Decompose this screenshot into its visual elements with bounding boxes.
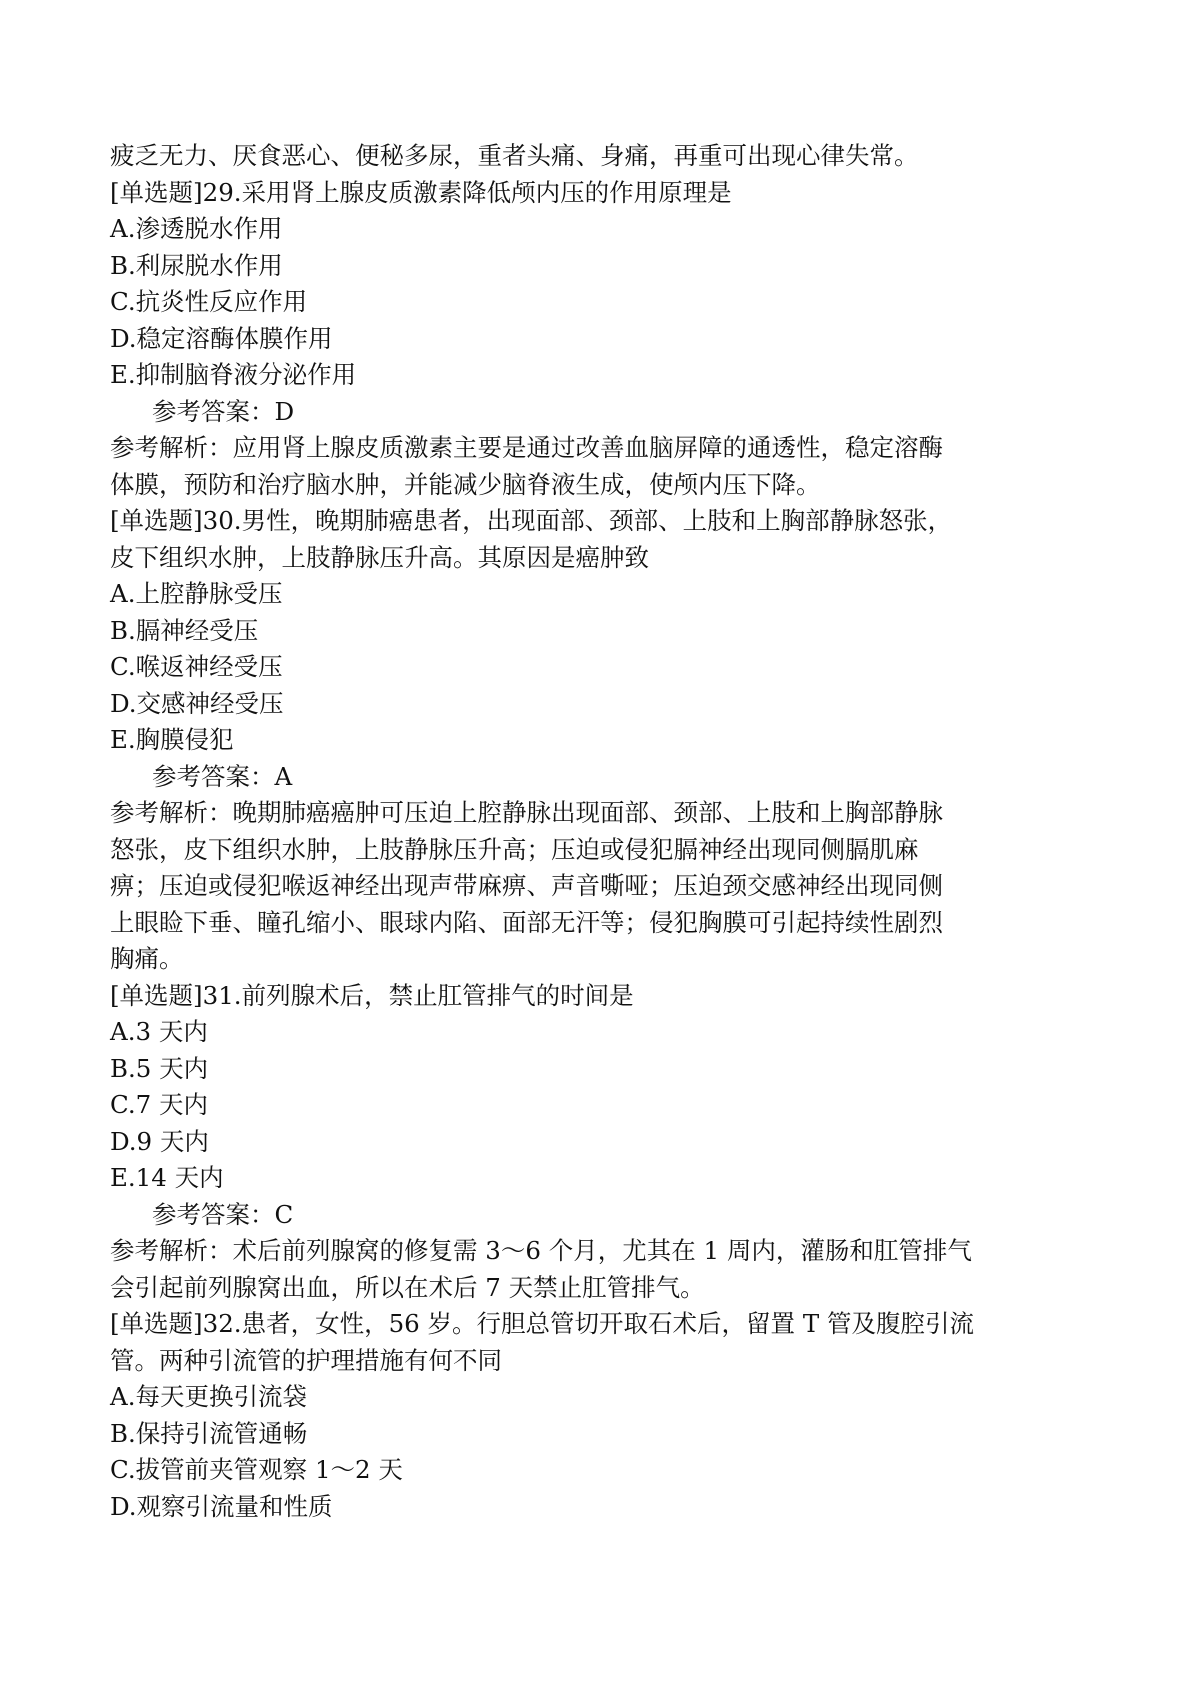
reference-answer: 参考答案：C <box>152 1199 294 1229</box>
question-stem: [单选题]32.患者，女性，56 岁。行胆总管切开取石术后，留置 T 管及腹腔引流 <box>110 1309 974 1338</box>
option-item: A.上腔静脉受压 <box>110 579 283 608</box>
question-stem: [单选题]30.男性，晚期肺癌患者，出现面部、颈部、上肢和上胸部静脉怒张， <box>110 506 953 535</box>
analysis-line: 参考解析：晚期肺癌癌肿可压迫上腔静脉出现面部、颈部、上肢和上胸部静脉 <box>110 798 943 827</box>
analysis-line: 参考解析：应用肾上腺皮质激素主要是通过改善血脑屏障的通透性，稳定溶酶 <box>110 433 943 462</box>
reference-answer: 参考答案：D <box>152 396 295 426</box>
option-item: B.利尿脱水作用 <box>110 250 283 280</box>
text-line: 疲乏无力、厌食恶心、便秘多尿，重者头痛、身痛，再重可出现心律失常。 <box>110 141 919 170</box>
option-item: B.5 天内 <box>110 1053 209 1083</box>
option-item: D.观察引流量和性质 <box>110 1491 333 1521</box>
question-stem: 皮下组织水肿，上肢静脉压升高。其原因是癌肿致 <box>110 542 649 572</box>
option-item: A.每天更换引流袋 <box>110 1382 307 1411</box>
analysis-line: 胸痛。 <box>110 944 184 973</box>
analysis-line: 体膜，预防和治疗脑水肿，并能减少脑脊液生成，使颅内压下降。 <box>110 469 821 499</box>
option-item: D.9 天内 <box>110 1126 209 1156</box>
option-item: B.保持引流管通畅 <box>110 1418 308 1448</box>
reference-answer: 参考答案：A <box>152 761 293 791</box>
option-item: C.喉返神经受压 <box>110 652 283 681</box>
option-item: A.3 天内 <box>110 1017 208 1046</box>
question-stem: [单选题]29.采用肾上腺皮质激素降低颅内压的作用原理是 <box>110 177 732 207</box>
analysis-line: 会引起前列腺窝出血，所以在术后 7 天禁止肛管排气。 <box>110 1272 705 1302</box>
option-item: D.稳定溶酶体膜作用 <box>110 323 333 353</box>
question-stem: 管。两种引流管的护理措施有何不同 <box>110 1345 502 1375</box>
option-item: E.胸膜侵犯 <box>110 725 234 754</box>
option-item: A.渗透脱水作用 <box>110 214 283 243</box>
option-item: C.抗炎性反应作用 <box>110 287 308 316</box>
analysis-line: 痹；压迫或侵犯喉返神经出现声带麻痹、声音嘶哑；压迫颈交感神经出现同侧 <box>110 871 943 900</box>
option-item: E.14 天内 <box>110 1163 224 1192</box>
option-item: C.7 天内 <box>110 1090 209 1119</box>
option-item: C.拔管前夹管观察 1～2 天 <box>110 1455 403 1484</box>
analysis-line: 参考解析：术后前列腺窝的修复需 3～6 个月，尤其在 1 周内，灌肠和肛管排气 <box>110 1236 972 1265</box>
document-body <box>110 138 1100 1525</box>
option-item: B.膈神经受压 <box>110 615 259 645</box>
analysis-line: 上眼睑下垂、瞳孔缩小、眼球内陷、面部无汗等；侵犯胸膜可引起持续性剧烈 <box>110 907 943 937</box>
question-stem: [单选题]31.前列腺术后，禁止肛管排气的时间是 <box>110 980 634 1010</box>
option-item: E.抑制脑脊液分泌作用 <box>110 360 357 389</box>
option-item: D.交感神经受压 <box>110 688 284 718</box>
analysis-line: 怒张，皮下组织水肿，上肢静脉压升高；压迫或侵犯膈神经出现同侧膈肌麻 <box>110 834 919 864</box>
